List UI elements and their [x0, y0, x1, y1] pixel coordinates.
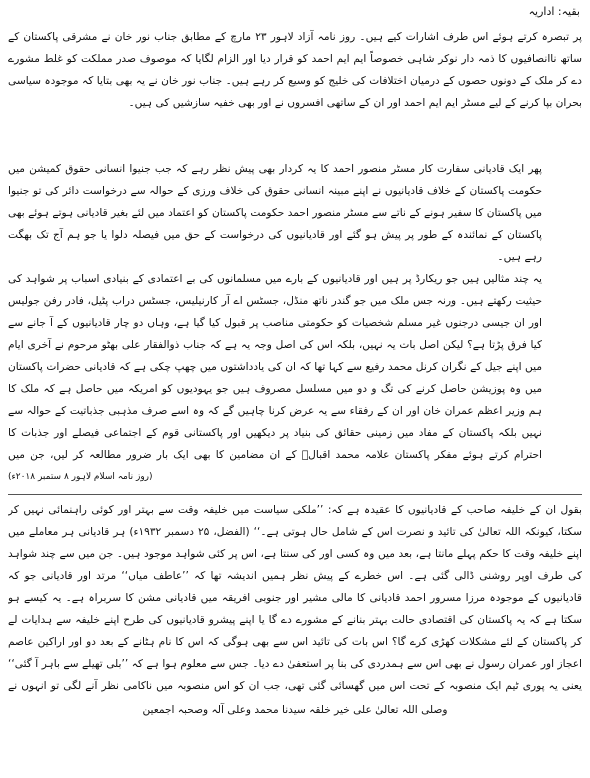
khalifa-belief-paragraph: بقول ان کے خلیفہ صاحب کے قادیانیوں کا عقیدہ ہے کہ: ’’ملکی سیاست میں خلیفہ وقت سے بہتر اور کوئی راہنمائی نہیں کر سکتا، کیونکہ اللہ تعالیٰ کی تائید و نصرت اس کے شامل حال ہوتی ہے۔‘‘ (الفضل، ۲۵ دسمبر ۱۹۳۲ء) ہر قادیانی ہر معاملے میں اپنے خلیفہ وقت کا حکم پہلے مانتا ہے، بعد میں وہ کسی اور کی سنتا ہے، اس پر کئی شواہد موجود ہیں۔ جن میں سے چند شواہد کی طرف اوپر روشنی ڈالی گئی ہے۔ اس خطرے کے پیش نظر ہمیں اندیشہ تھا کہ ’’عاطف میاں‘‘ مرتد اور قادیانی جو کہ قادیانیوں کے موجودہ مرزا مسرور احمد قادیانی کا مالی مشیر اور جنوبی افریقہ میں قادیانی مشن کا سربراہ ہے۔ یہ کیسے ہو سکتا ہے کہ یہ پاکستان کی اقتصادی حالت بہتر بنانے کے مشورے دے گا یا اپنے پیشرو قادیانیوں کی طرح اپنے خلیفہ سے ہدایات لے کر پاکستان کے لئے مشکلات کھڑی کرے گا؟ اس بات کی تائید اس سے بھی ہوگی کہ اس کا نام ہٹانے کے بعد دو اور اراکین عاصم اعجاز اور عمران رسول نے بھی اس سے ہمدردی کی بنا پر استعفیٰ دے دیا۔ جس سے معلوم ہوا ہے کہ ’’بلی تھیلے سے باہر آ گئی‘‘ یعنی یہ پوری ٹیم ایک منصوبہ کے تحت اس میں گھسائی گئی تھی، جب ان کو اس منصوبہ میں ناکامی نظر آنے لگی تو انہوں نے: [8, 504, 582, 692]
editorial-paragraph: ہم وزیر اعظم عمران خان اور ان کے رفقاء سے یہ عرض کرنا چاہیں گے کہ وہ اسے صرف مذہبی جذباتیت کے حوالہ سے نہیں بلکہ پاکستان کے مفاد میں زمینی حقائق کی بنیاد پر دیکھیں اور پاکستانی قوم کے اجتماعی فیصلے اور جذبات کا احترام کرتے ہوئے مفکر پاکستان علامہ محمد اقبالؒ کے ان مضامین کا بھی ایک بار ضرور مطالعہ کر لیں، جن میں: [8, 405, 542, 461]
continued-from-label: بقیہ: اداریہ: [528, 5, 580, 18]
source-citation-row: [8, 466, 582, 488]
editorial-paragraph: پھر ایک قادیانی سفارت کار مسٹر منصور احمد کا یہ کردار بھی پیش نظر رہے کہ جب جنیوا انسانی حقوق کمیشن میں حکومت پاکستان کے خلاف قادیانیوں نے اپنے مبینہ انسانی حقوق کی خلاف ورزی کے حوالہ سے درخواست دائر کی تو جنیوا میں پاکستان کا سفیر ہونے کے ناتے سے مسٹر منصور احمد حکومت پاکستان کو اعتماد میں لئے بغیر قادیانی ہوتے ہوئے بھی پاکستان کے نمائندہ کے طور پر پیش ہو گئے اور قادیانیوں کی درخواست کے حق میں فیصلہ دلوا یا جو ہم آج تک بھگت رہے ہیں۔: [8, 163, 542, 263]
section-divider: [8, 494, 582, 495]
editorial-paragraph: یہ چند مثالیں ہیں جو ریکارڈ پر ہیں اور قادیانیوں کے بارے میں مسلمانوں کی بے اعتمادی کے بنیادی اسباب پر شواہد کی حیثیت رکھتے ہیں۔ ورنہ جس ملک میں جو گندر ناتھ منڈل، جسٹس اے آر کارنیلیس، جسٹس دراب پٹیل، فادر رفن جولیس اور ان جیسی درجنوں غیر مسلم شخصیات کو حکومتی مناصب پر قبول کیا گیا ہے، وہاں دو چار قادیانیوں کے آ جانے سے کیا فرق پڑتا ہے؟ لیکن اصل بات یہ نہیں، بلکہ اس کی اصل وجہ یہ ہے کہ جناب ذوالفقار علی بھٹو مرحوم نے آخری ایام میں اپنے جیل کے نگران کرنل محمد رفیع سے کہا تھا کہ ان کی یادداشتوں میں چھپ چکی ہے کہ قادیانی حضرات پاکستان میں وہ پوزیشن حاصل کرنے کی تگ و دو میں مسلسل مصروف ہیں جو یہودیوں کو امریکہ میں حاصل ہے کہ ملک کا: [8, 273, 542, 395]
editorial-paragraph: پر تبصرہ کرتے ہوئے اس طرف اشارات کیے ہیں۔ روز نامہ آزاد لاہور ۲۳ مارچ کے مطابق جناب نور خان نے مشرقی پاکستان کے ساتھ ناانصافیوں کا ذمہ دار نوکر شاہی خصوصاً ایم ایم احمد کو قرار دیا اور الزام لگایا کہ موصوف صدر مملکت کو غلط مشورے دے کر ملک کے دونوں حصوں کے درمیان اختلافات کی خلیج کو وسیع کر رہے ہیں۔ جناب نور خان نے یہ بھی بتایا کہ موجودہ سیاسی بحران بپا کرنے کے لیے مسٹر ایم ایم احمد اور ان کے ساتھی افسروں نے اور بھی خفیہ سازشیں کی ہیں۔: [8, 31, 582, 109]
closing-benediction: وصلی اللہ تعالیٰ علی خیر خلقہ سیدنا محمد وعلی آلہ وصحبہ اجمعین: [142, 704, 448, 716]
source-citation: (روز نامہ اسلام لاہور ۸ ستمبر ۲۰۱۸ء): [8, 472, 153, 482]
